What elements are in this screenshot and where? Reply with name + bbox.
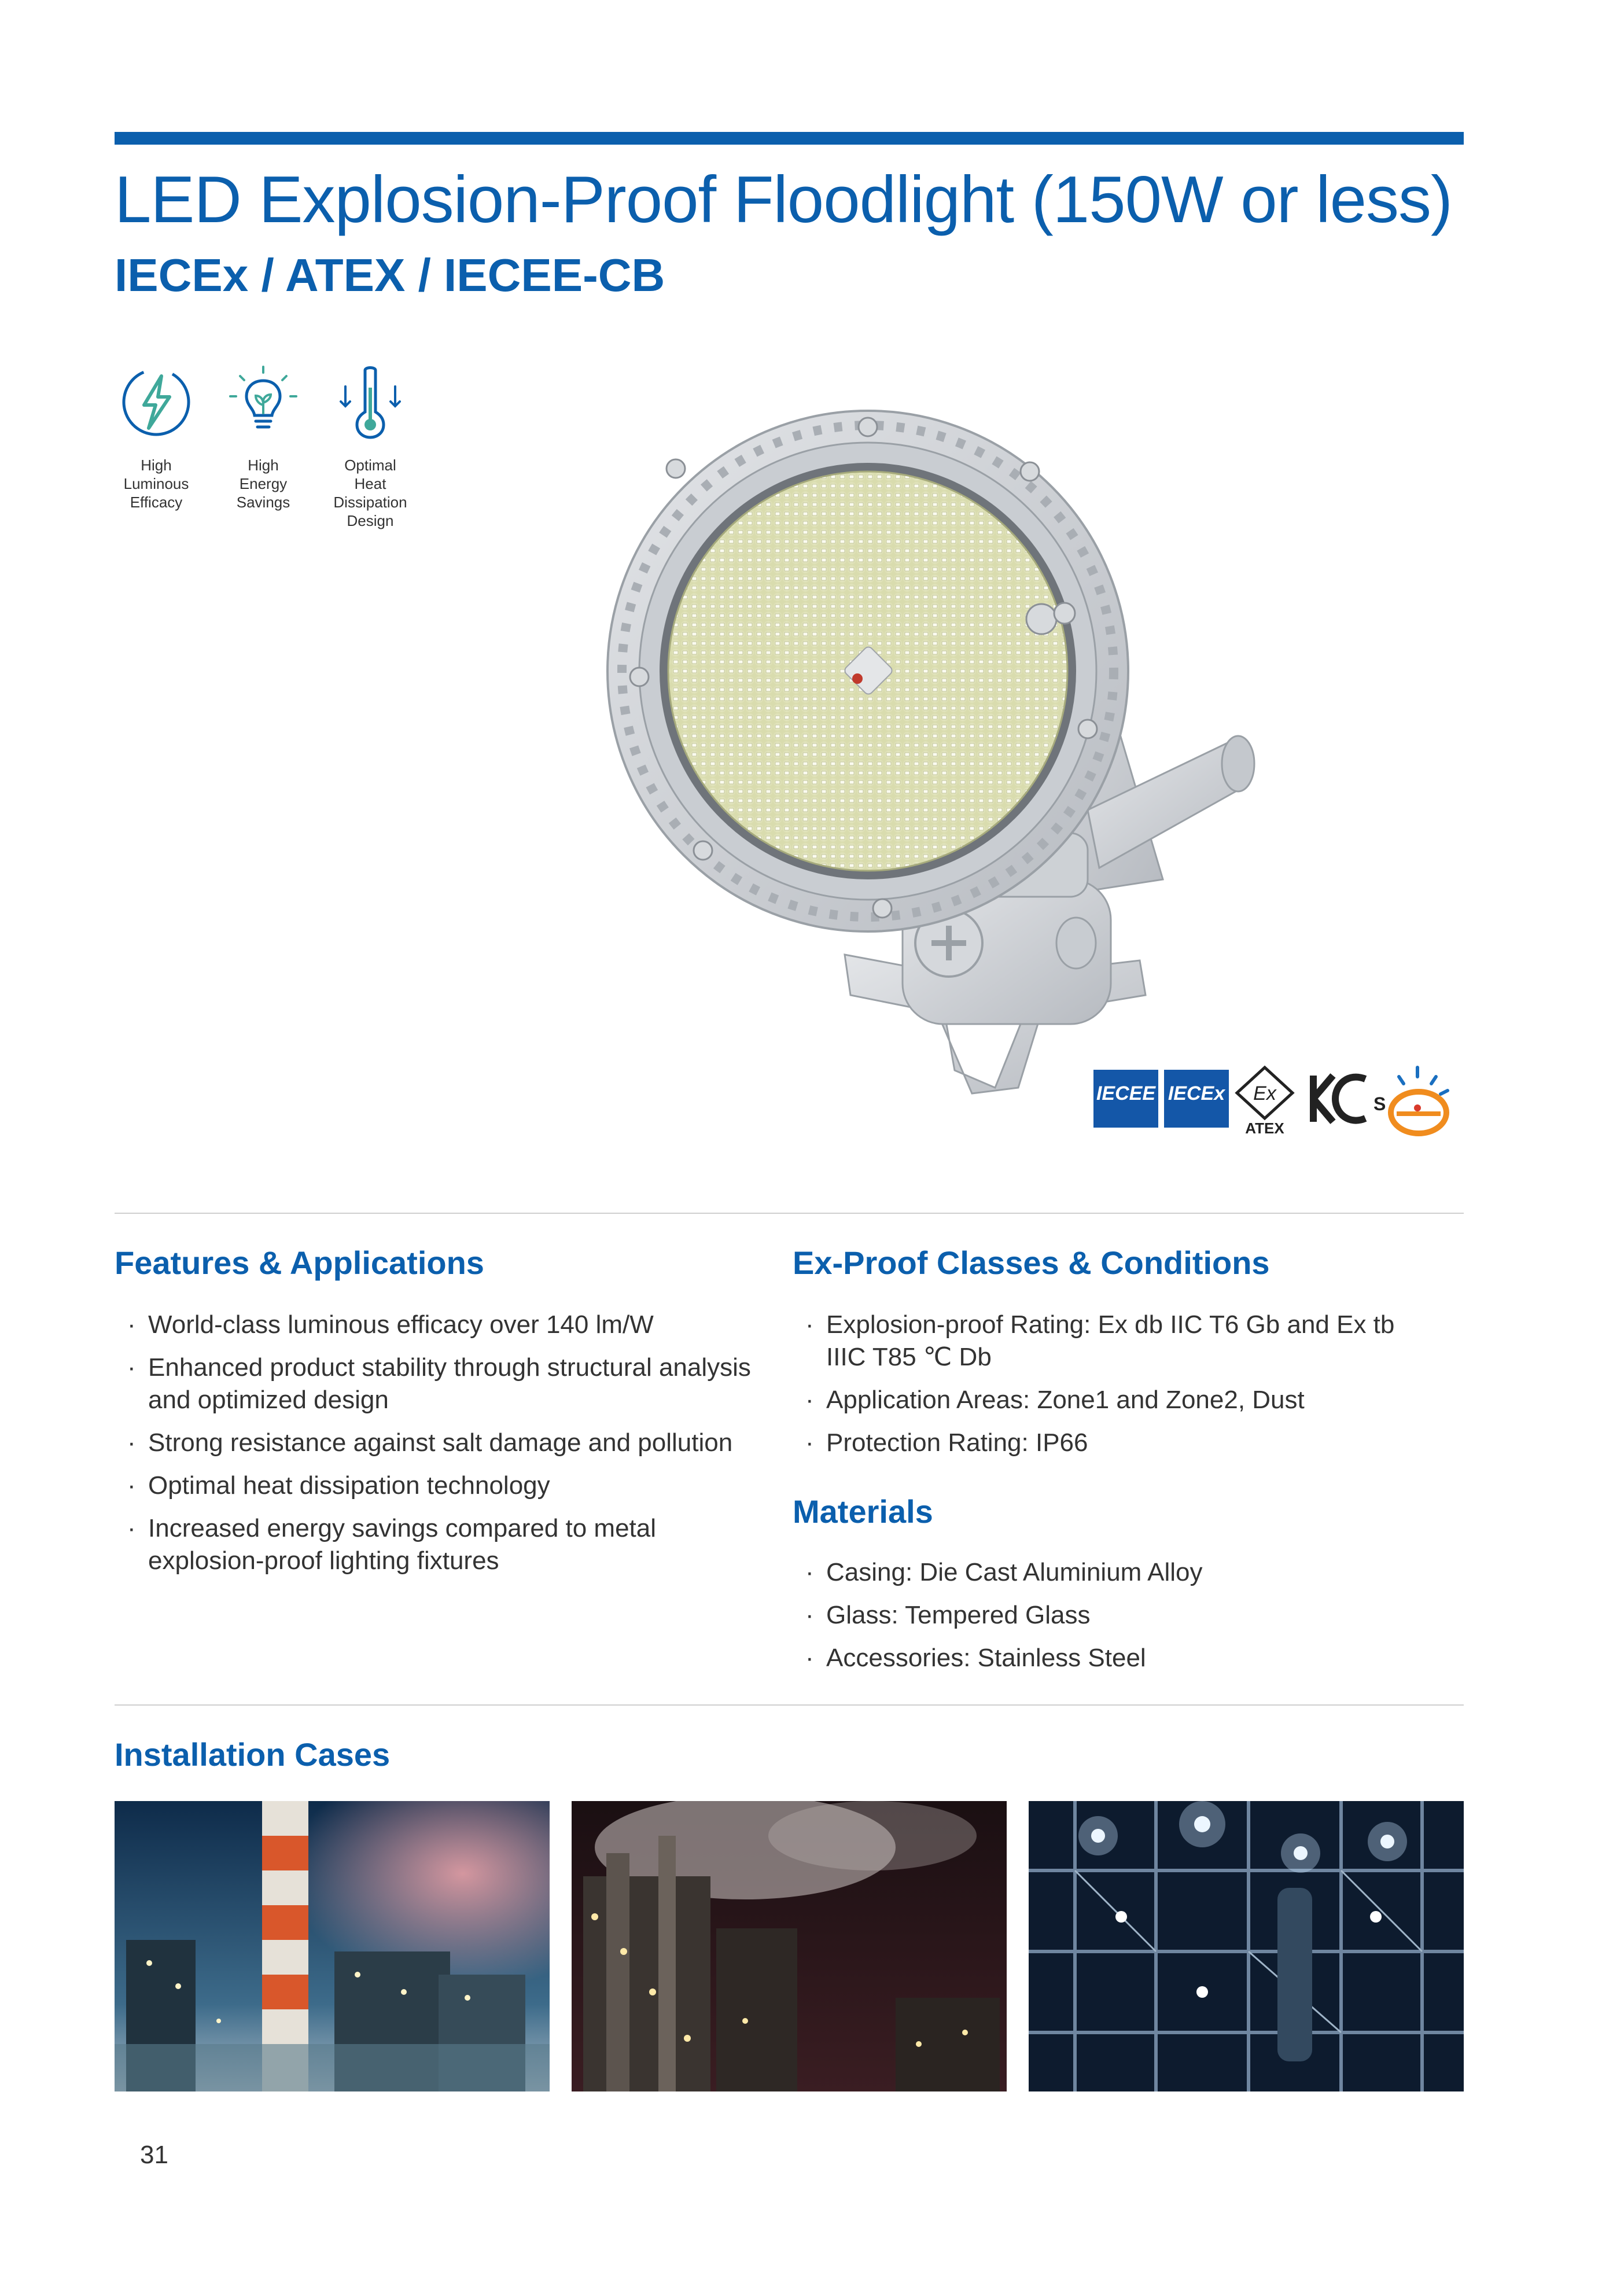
certification-logos <box>1093 1062 1452 1137</box>
list-item: · Glass: Tempered Glass <box>797 1599 1434 1632</box>
e-mark-logo <box>1391 1067 1448 1133</box>
feature-label: High Luminous Efficacy <box>123 456 189 511</box>
page-subtitle: IECEx / ATEX / IECEE-CB <box>115 249 665 301</box>
list-item: · Application Areas: Zone1 and Zone2, Dust <box>797 1384 1434 1416</box>
list-item: · Explosion-proof Rating: Ex db IIC T6 Gb and Ex tb IIIC T85 ℃ Db <box>797 1309 1434 1373</box>
thermometer-icon <box>333 364 408 440</box>
feature-label: Optimal Heat Dissipation Design <box>333 456 407 529</box>
iecee-logo-text: IECEE <box>1096 1082 1156 1104</box>
feature-energy-savings <box>214 364 312 511</box>
feature-label: High Energy Savings <box>236 456 290 511</box>
page-title: LED Explosion-Proof Floodlight (150W or less) <box>115 163 1452 237</box>
floodlight-product-image <box>579 370 1273 1105</box>
materials-list <box>797 1556 1434 1685</box>
ex-logo-text: Ex <box>1253 1082 1276 1104</box>
section-divider <box>115 1213 1464 1214</box>
lightning-icon <box>119 364 194 440</box>
section-divider <box>115 1704 1464 1706</box>
materials-heading: Materials <box>793 1493 933 1530</box>
atex-logo-text: ATEX <box>1245 1120 1284 1137</box>
lightbulb-plant-icon <box>226 364 301 440</box>
features-applications-list <box>119 1309 779 1588</box>
list-item: · Optimal heat dissipation technology <box>119 1470 779 1502</box>
kcs-logo-text: S <box>1373 1093 1386 1114</box>
list-item: · Protection Rating: IP66 <box>797 1427 1434 1459</box>
installation-photo-3 <box>1029 1801 1464 2091</box>
list-item: · Strong resistance against salt damage and pollution <box>119 1427 779 1459</box>
iecee-logo <box>1093 1070 1158 1128</box>
installation-photo-1 <box>115 1801 550 2091</box>
list-item: · Accessories: Stainless Steel <box>797 1642 1434 1674</box>
list-item: · Casing: Die Cast Aluminium Alloy <box>797 1556 1434 1589</box>
feature-heat-dissipation <box>321 364 419 530</box>
list-item: · World-class luminous efficacy over 140 lm/W <box>119 1309 779 1341</box>
features-applications-heading: Features & Applications <box>115 1244 484 1281</box>
atex-logo <box>1237 1067 1292 1137</box>
page-number: 31 <box>140 2141 168 2169</box>
header-bar <box>115 132 1464 145</box>
iecex-logo-text: IECEx <box>1168 1082 1225 1104</box>
installation-photo-2 <box>572 1801 1007 2091</box>
kcs-logo <box>1313 1076 1386 1122</box>
iecex-logo <box>1164 1070 1229 1128</box>
list-item: · Increased energy savings compared to metal explosion-proof lighting fixtures <box>119 1512 779 1577</box>
list-item: · Enhanced product stability through structural analysis and optimized design <box>119 1352 779 1416</box>
ex-proof-heading: Ex-Proof Classes & Conditions <box>793 1244 1270 1281</box>
feature-luminous-efficacy <box>107 364 205 511</box>
installation-cases-heading: Installation Cases <box>115 1736 391 1773</box>
ex-proof-list <box>797 1309 1434 1470</box>
